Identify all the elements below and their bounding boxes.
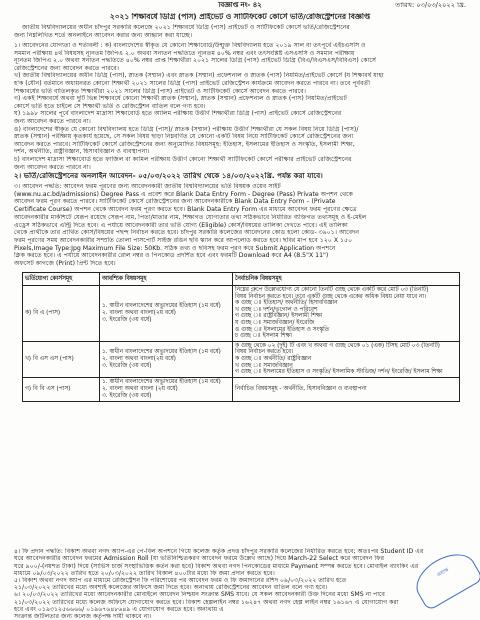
sec1-line: স্নাতক (সম্মান) পরীক্ষায় কৃতকার্য হয়েছে, সে সকল বিষয় ছাড়া নিম্নবর্ণিত যে কোনো একটি বিষয় নিয়ে সার্টিফিকেট কোর্সে রেজিস্ট্রেশনের জন্য <box>14 133 354 141</box>
course-name: ক) বি এ (পাস) <box>23 286 100 342</box>
elective-subject: ক গুচ্ছ থেকে ০২ (দুই) টি এবং খ অথবা গ গুচ্ছ থেকে ০১ (এক) টিসহ মোট ০৩ (তিনটি) <box>235 342 440 349</box>
table-row <box>23 341 460 377</box>
elective-subject: নির্বাচিত বিষয়সমূহ - অর্থনীতি, হিসাববিজ্ঞান ও ব্যবস্থাপনা <box>235 385 367 392</box>
sec1-line: খ) জাতীয় বিশ্ববিদ্যালয়ের অধীন ডিগ্রি (পাস), স্নাতক (সম্মান) এবং স্নাতক (সম্মান) প্রফেশনাল ও স্নাতক (পাস) নিয়মিত/প্রাইভেট কোর্সে (য শিক্ষাবর্ষ যাহা <box>14 72 384 80</box>
compulsory-subject: ১. স্বাধীন বাংলাদেশের অভ্যুদয়ের ইতিহাস (১ম বর্ষে) <box>102 302 221 309</box>
sec1-line: ঘ) ১৯৯৮ সালের পূর্বে বাংলাদেশ মাদ্রাসা শিক্ষাবোর্ড হতে আলিম পরীক্ষায় উত্তীর্ণ শিক্ষার্থীরা ডিগ্রি (পাস) প্রাইভেট কোর্সে রেজিস্ট্রেশনের <box>14 110 342 118</box>
elective-subject: খ গুচ্ছ ঃ সমাজবিজ্ঞান <box>235 362 293 369</box>
sec1-line: কোর্সে ভর্তি হতে চাইলে সে শিক্ষার্থী ভর্তি ও রেজিস্ট্রেশন বাতিল বলে গণ্য হবে। <box>14 102 206 110</box>
sec3-line: আবেদনকারীর মার্কশিটে যেরূপ রয়েছে সেরূপ নাম, পিতা/মাতার নাম, শিক্ষাগত যোগ্যতার তথ্য সঠিকভাবে নির্ধারিত ব্যক্তিগত তথ্যসমূহ ও ই-মেইল <box>14 213 367 221</box>
sec5-line: ২১/০৩/২০২২ তারিখের মধ্যে কলেজ অফিসে যোগাযোগ করতে হবে। বিকাশ হেল্পলাইন নম্বর ১৬২৪৭ অথবা নগদ হেল্প লাইন নম্বর ১৬১৬৭ এ যোগাযোগ করা <box>14 598 399 606</box>
compulsory-subject: ২. বাংলা অথবা বাংলা(২য় বর্ষে) <box>102 355 176 362</box>
intro-line-2: জন্য নিম্নলিখিত শর্তে অনলাইনে আবেদন করার জন্য আহ্বান করা যাচ্ছে। <box>14 32 193 39</box>
sec1-line: আবেদন করতে পারবে। সার্টিফিকেট কোর্সে রেজিস্ট্রেশনের জন্য অনুমোদিত বিষয়সমূহ: ইতিহাস, ইসলামের ইতিহাস ও সংস্কৃতি, ইসলামী শিক্ষা, <box>14 140 355 148</box>
sec1-line: জন্য আবেদন করতে পারবে না। <box>14 118 91 125</box>
sec3-line: আবেদন ফরম পূরণ করতে পারবে। সার্টিফিকেট কোর্সে রেজিস্ট্রেশনের জন্য আবেদনকারীকে Blank Data Entry Form – (Private <box>14 198 336 206</box>
compulsory-subject: ৩. ইংরেজি (৩য় বর্ষে) <box>102 362 152 369</box>
elective-subject: খ গুচ্ছ ঃ দর্শন/ভূগোল ও পরিবেশ <box>235 306 318 313</box>
sec1-line: হ'ক (যৌন) বর্তমানে অধ্যয়নরত কোনো শিক্ষার্থী ২০২১ সালের ডিগ্রি (পাস) প্রাইভেট রেজিস্ট্রেশন কার্যক্রমে আবেদন করতে পারবে না। তবে পূর্ববর্তী <box>14 80 370 87</box>
sec3-line: থেকে প্রার্থীকে তার প্রার্থিত কোর্স/বিষয়ের পছন্দ নির্বাচন করতে হবে। চাঁদপুর সরকারি কলেজের আবেদনের কোড হলো কোড- ৩৯০১। আবেদন <box>14 229 360 237</box>
sec1-line: ন্যূনতম জিপিএ ২.০ অথবা সনাতন পদ্ধতিতে ৪০% নম্বর প্রাপ্ত শিক্ষার্থীরা ২০২১ সালের ডিগ্রি (পাস) প্রাইভেট ডিগ্রি (বিএ/বিএসএস/বিবিএস) কোর্সে <box>14 57 376 65</box>
elective-subject: গ গুচ্ছ ঃ রাষ্ট্রবিজ্ঞান/ ইসলামী শিক্ষা <box>235 313 323 320</box>
elective-subjects <box>233 286 460 342</box>
sec1-line: রেজিস্ট্রেশনের জন্য আবেদন করতে পারবে। <box>14 64 120 72</box>
compulsory-subject: ৩. ইংরেজি (৩য় বর্ষে) <box>102 392 152 399</box>
sec5-line: হবে এবং ০১৯৩১২৫৬৬৬৬/ ০১৯৬৭৬৪৮৬৪৯ এ যোগাযোগ করতে হবে। অন্যথায় এ <box>14 605 224 613</box>
elective-subject: বিষয় নির্বাচন করতে হবে। <box>235 349 294 356</box>
sec1-line: শিক্ষাবর্ষের ভর্তি বাতিলকৃত শিক্ষার্থীরা ২০২১ সালের ডিগ্রি (পাস) প্রাইভেট ও সার্টিফিকেট কোর্সে আবেদন করতে পারবে। <box>14 87 306 95</box>
compulsory-subject: ২. বাংলা অথবা বাংলা (২য় বর্ষে) <box>102 385 178 392</box>
sec5-line: ৫। বিকাশ অথবা নগদ অ্যাপ এর মাধ্যমে রেজিস্ট্রেশন ফি পরিশোধের পর আবেদন ফরম ও ফি জমাদানের রশিদ ০৯/০৩/২০২২ তারিখ হতে <box>14 577 347 584</box>
course-name: খ) বি এস এস (পাস) <box>23 341 100 377</box>
elective-subject: ঙ গুচ্ছ ঃ ইসলামের ইতিহাস ও সংস্কৃতি <box>235 326 330 333</box>
office-stamp: অধ্যক্ষ <box>408 545 480 612</box>
compulsory-subject: ১. স্বাধীন বাংলাদেশের অভ্যুদয়ের ইতিহাস (১ম বর্ষে) <box>102 378 221 385</box>
application-period-heading: ২। ভর্তি/রেজিস্ট্রেশনের অনলাইন আবেদন- ০৫/০৩/২০২২ তারিখ থেকে ১৪/০৩/২০২২খ্রি. পর্যন্ত করা যাবে। <box>14 172 323 179</box>
sec3-line: ফরম পূরণের সময় আবেদনকারীর সম্প্রতি তোলা পাসপোর্ট সাইজ রঙিন ছবি স্ক্যান করে আপলোড করতে হবে। ছবির মাপ হবে ১২০ X ১৫০ <box>14 236 353 244</box>
sec3-line: অফসেট কাগজে (Print) প্রিন্ট দিতে হবে। <box>14 260 116 267</box>
notice-date: তারিখ: ০৩/০৩/২০২২ খ্রি. <box>395 2 466 9</box>
col-header-compulsory: আবশ্যিক বিষয়সমূহ <box>100 273 233 286</box>
sec3-line: Certificate Course) অপশন থেকে আবেদন ফরম পূরণ করতে হবে। Blank Data Entry Form এর মাধ্যমে আবেদন ফরম পূরণের ক্ষেত্রে <box>14 206 357 214</box>
sec5-line: ৬। ২০/০৩/২০২২ তারিখের মধ্যে আবেদনকারীর মোবাইলে আবেদন নিশ্চয়ন সংক্রান্ত SMS যাবে। যে সকল আবেদনকারী উক্ত দিনের মধ্যে SMS না পাবে <box>14 591 385 599</box>
sec5-line: সংক্রান্ত জটিলতার জন্য কলেজ কর্তৃপক্ষ দায়ী থাকবে না। <box>14 613 152 620</box>
sec3-line: Pixels,Image Type:Jpg Maximum File Size: 50Kb. সঠিক তথ্য ও ছবিসহ ফরম পূরণ করে Submit Application অপশনে <box>14 244 336 252</box>
sec1-line: ১। আবেদনের যোগ্যতা ও শর্তাবলী : ক) বাংলাদেশের স্বীকৃত যে কোনো শিক্ষাবোর্ড/উন্মুক্ত বিশ্ববিদ্যালয় হতে ২০১৯ সাল বা তৎপূর্বে এইচএসসি ও <box>14 42 366 49</box>
elective-subjects <box>233 377 460 401</box>
compulsory-subjects <box>100 377 233 401</box>
elective-subject: গ গুচ্ছ ঃ ইসলামের ইতিহাস ও সংস্কৃতি/ ইসলামিক স্টাডিজ/ দর্শন/ ইংরেজি/ ইসলাম শিক্ষা <box>235 369 443 376</box>
compulsory-subject: ২. বাংলা অথবা বাংলা(২য় বর্ষে) <box>102 309 176 316</box>
sec1-line: জন্য আবেদন করতে পারবে না। <box>14 163 91 171</box>
elective-subjects <box>233 341 460 377</box>
sec1-line: ঙ) বাংলাদেশের স্বীকৃত যে কোনো বিশ্ববিদ্যালয় হতে ডিগ্রি (পাস)/ স্নাতক (সম্মান) পরীক্ষায় উত্তীর্ণ শিক্ষার্থীরা যে সকল বিষয় নিয়ে ডিগ্রি (পাস)/ <box>14 125 359 133</box>
compulsory-subjects <box>100 286 233 342</box>
sec4-line: ঘরে ৯০০/-(নয়শত টাকা) দিয়ে (সার্ভিস চার্জ সংস্থাভিত্তিক কর্তন করা হবে) বিকাশ অথবা নগদ পিনকোডের মাধ্যমে Payment সম্পন্ন করতে হবে। মোবাইল ব্যাংকিং এর <box>14 562 419 570</box>
sec4-line: ৪। ফি প্রদান পদ্ধতি: বিকাশ অথবা নগদ অ্যাপ-এর পে-বিল অপশনে গিয়ে কলেজ কর্তৃক প্রদত্ত চাঁদপুর সরকারি কলেজের নির্ধারিত করতে হবে; অতঃপর Student ID এর <box>14 548 424 555</box>
col-header-elective: নৈর্বাচনিক বিষয়সমূহ <box>233 273 460 286</box>
table-row <box>23 286 460 342</box>
admissions-url-line: (www.nu.ac.bd/admissions) Degree Pass এ প্রবেশ করে Blank Data Entry Form - Degree (Pass) Private অপশন থেকে <box>14 190 353 198</box>
sec4-line: ঘরে আবেদনকারীর আবেদন ফরমের Admission Roll (যা ভর্তিনিশ্চিতকরণ আবেদন ফরমে উল্লেখ আছে) দিয়ে March-22 Select করে আবেদন ফির <box>14 555 385 563</box>
sec1-line: চ) বাংলাদেশ মাদ্রাসা শিক্ষাবোর্ড হতে ফাজিল বা কামিল পরীক্ষায় উত্তীর্ণ কোনো শিক্ষার্থী সার্টিফিকেট কোর্সে পরীক্ষার প্রাইভেট রেজিস্ট্রেশনের <box>14 156 352 163</box>
elective-subject: ক গুচ্ছ ঃ ইতিহাস/ অর্থনীতি/ হিসাববিজ্ঞান <box>235 300 338 307</box>
notice-title: ২০২১ শিক্ষাবর্ষে ডিগ্রি (পাস) প্রাইভেট ও সার্টিফিকেট কোর্সে ভর্তি/রেজিস্ট্রেশনের বিজ্ঞপ্তি <box>109 13 371 20</box>
sec4-line: মাধ্যমে ০৯/০৩/২০২২ তারিখ হতে ২০/০৩/২০২২ তারিখ বিকাল ৪০০টার মধ্যে ফি জমা প্রদান করতে হবে। <box>14 570 275 578</box>
sec1-line: সমমান পরীক্ষায় ৪র্থ বিষয়সহ ন্যূনতম জিপিএ ২.০ অথবা সনাতন পদ্ধতিতে ন্যূনতম ৪০% নম্বর এবং তৎসংশ্লিষ্ট এসএসসি ও সমমান পরীক্ষায় <box>14 49 355 57</box>
elective-subject: চ গুচ্ছ ঃ ইসলাম শিক্ষা <box>235 333 292 340</box>
sec1-line: গ) একই শিক্ষাবর্ষে অথবা দুটি ভিন্ন শিক্ষাবর্ষে কোনো শিক্ষার্থী স্নাতক (সম্মান), স্নাতক (সম্মান) প্রফেশনাল ও স্নাতক (পাস) নিয়মিত/প্রাইভেট <box>14 95 347 103</box>
elective-subject: ঘ গুচ্ছ ঃ সমাজবিজ্ঞান/ ইংরেজি <box>235 319 315 326</box>
compulsory-subjects <box>100 341 233 377</box>
course-table <box>22 272 460 402</box>
sec3-line: এড্রেস সঠিকভাবে এন্ট্রি দিতে হবে। এ পর্যায়ে আবেদনকারী তার ভর্তি যোগ্য (Eligible) কোর্স/বিষয়ের তালিকা দেখতে পাবে। এই তালিকা <box>14 221 348 229</box>
notice-number: বিজ্ঞপ্তি নং- ৪২ <box>218 2 262 9</box>
sec5-line: ২১/০৩/২০২২ তারিখের মধ্যে অবশ্যই কলেজের অফিসে জমা দিতে হবে। অন্যথায় রেজিস্ট্রেশনের আবেদন বাতিল বলে গণ্য হবে। <box>14 584 328 592</box>
table-row <box>23 377 460 401</box>
intro-line-1: জাতীয় বিশ্ববিদ্যালয়ের অধীন চাঁদপুর সরকারি কলেজে ২০২১ শিক্ষাবর্ষে ডিগ্রি (পাস) প্রাইভেট ও সার্টিফিকেট কোর্সে ভর্তি/রেজিস্ট্রেশনের <box>22 24 350 31</box>
sec1-line: দর্শন, অর্থনীতি, রাষ্ট্রবিজ্ঞান, হিসাববিজ্ঞান ও ব্যবস্থাপনা। <box>14 148 150 156</box>
col-header-course: ভর্তিযোগ্য কোর্সসমূহ <box>23 273 100 286</box>
elective-subject: ক গুচ্ছ ঃ অর্থনীতি/ রাষ্ট্রবিজ্ঞান <box>235 355 312 362</box>
elective-subject: বিষয় নির্বাচন করতে হবে। তবে একটি গুচ্ছ থেকে একের অধিক বিষয় নেয়া যাবে না। <box>235 293 427 300</box>
sec3-line: ৩। আবেদন পদ্ধতি: আবেদন ফরম পূরণের জন্য আবেদনকারী জাতীয় বিশ্ববিদ্যালয়ের ভর্তি বিষয়ক ওয়েব সাইট <box>14 183 281 190</box>
elective-subject: নিম্নের গ্রুপে উল্লেখযোগ্য যে কোনো তিনটি গুচ্ছ থেকে একটি করে মোট ০৩ (তিনটি) <box>235 287 429 293</box>
compulsory-subject: ৩. ইংরেজি (৩য় বর্ষে) <box>102 316 152 323</box>
compulsory-subject: ১. স্বাধীন বাংলাদেশের অভ্যুদয়ের ইতিহাস (১ম বর্ষে) <box>102 348 221 355</box>
sec3-line: ক্লিক করতে হবে। এ পর্যায়ে আবেদনকারীর রোল নম্বর ও পিনকোড প্রদর্শিত হবে এবং ফরমটি Download করে A4 (8.5"X 11") <box>14 252 329 260</box>
course-name: গ) বি বি এস (পাস) <box>23 377 100 401</box>
